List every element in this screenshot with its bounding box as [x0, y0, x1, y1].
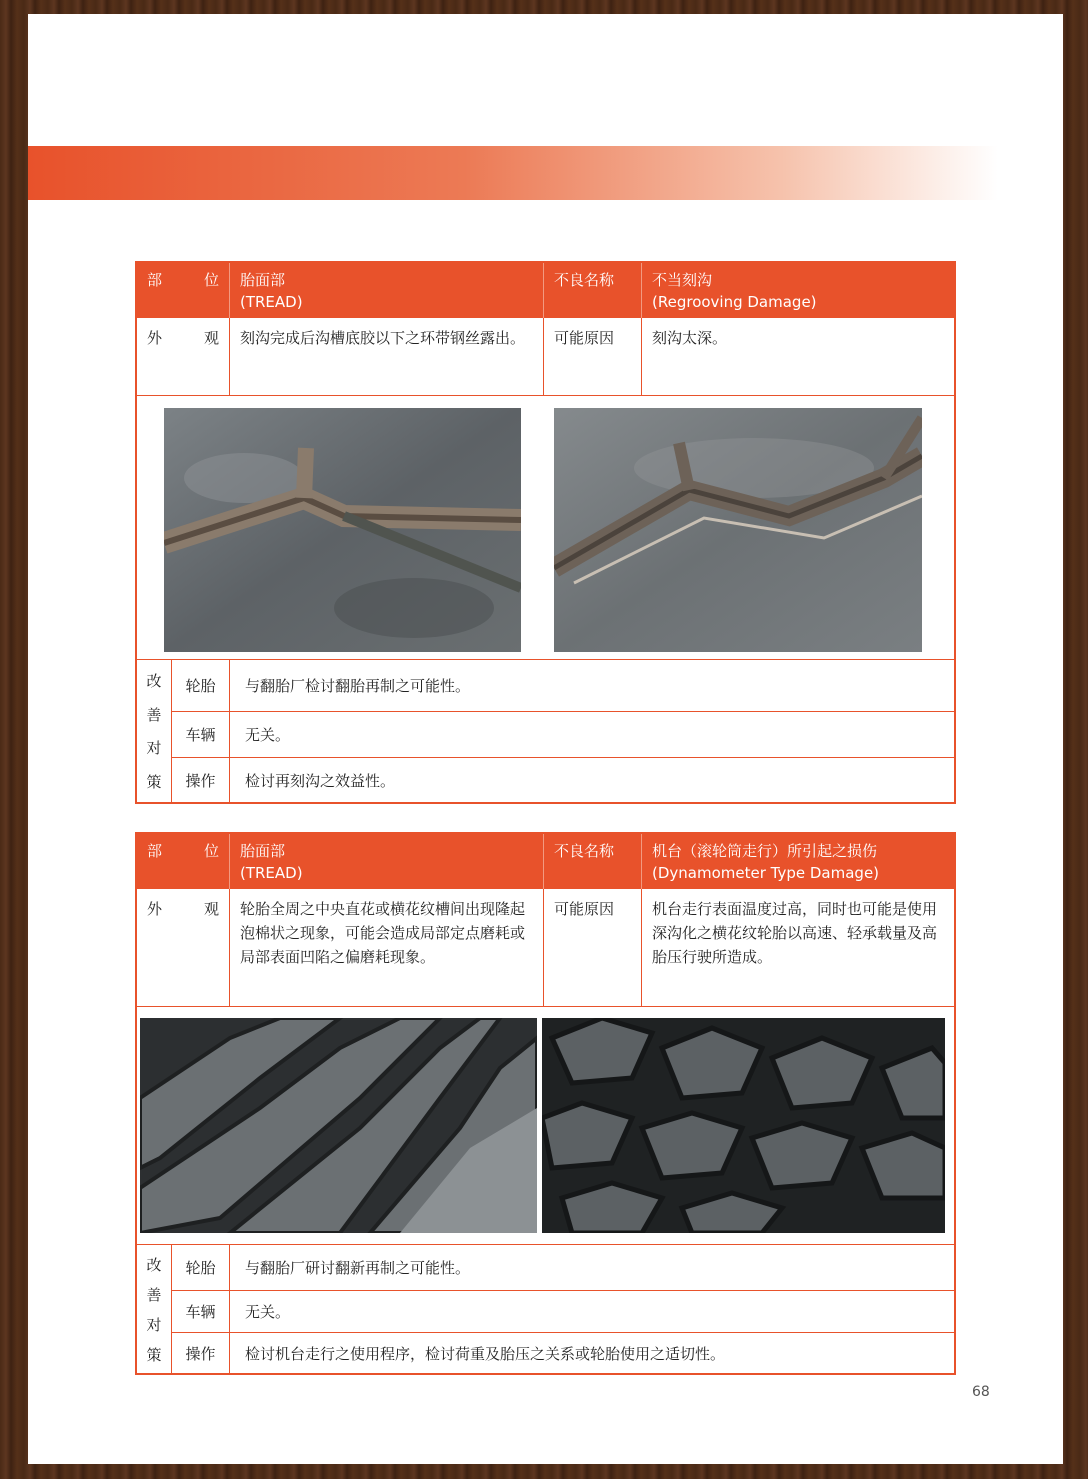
improvement-row-tire [172, 1245, 954, 1291]
tread-photo-left [164, 408, 521, 652]
appearance-label-char-1: 外 [147, 329, 163, 347]
part-name [230, 834, 544, 889]
appearance-label-char-2: 观 [203, 900, 219, 918]
part-name-cn: 胎面部 [240, 842, 286, 860]
part-label-char-2: 位 [203, 842, 219, 860]
tread-photo-left [140, 1018, 537, 1233]
part-name-cn: 胎面部 [240, 271, 286, 289]
appearance-label-char-1: 外 [147, 900, 163, 918]
improvement-key: 操作 [172, 1333, 230, 1373]
part-name-en: (TREAD) [240, 293, 303, 311]
improvement-section [137, 1245, 954, 1373]
defect-name [642, 263, 954, 318]
part-name-en: (TREAD) [240, 864, 303, 882]
defect-name-cn: 不当刻沟 [652, 271, 713, 289]
cause-text: 机台走行表面温度过高，同时也可能是使用深沟化之横花纹轮胎以高速、轻承载量及高胎压行驶所造成。 [652, 900, 938, 966]
defect-name-en: (Regrooving Damage) [652, 293, 817, 311]
improvement-row-vehicle [172, 1291, 954, 1333]
cause-label: 可能原因 [544, 318, 642, 395]
improvement-rows [172, 1245, 954, 1373]
improvement-key: 操作 [172, 758, 230, 802]
part-label-char-1: 部 [147, 842, 163, 860]
defect-name-en: (Dynamometer Type Damage) [652, 864, 880, 882]
improvement-row-operation [172, 1333, 954, 1373]
defect-label: 不良名称 [544, 834, 642, 889]
appearance-text: 刻沟完成后沟槽底胶以下之环带钢丝露出。 [230, 318, 544, 395]
defect-header [137, 834, 954, 889]
photo-strip [137, 1007, 954, 1245]
photo-strip [137, 396, 954, 660]
defect-card-2 [135, 832, 956, 1375]
part-label [137, 834, 230, 889]
improvement-value: 检讨机台走行之使用程序，检讨荷重及胎压之关系或轮胎使用之适切性。 [245, 1344, 726, 1363]
appearance-row [137, 318, 954, 396]
part-label-char-2: 位 [203, 271, 219, 289]
improvement-value: 与翻胎厂检讨翻胎再制之可能性。 [245, 677, 471, 695]
improvement-char: 策 [146, 1345, 162, 1364]
appearance-text: 轮胎全周之中央直花或横花纹槽间出现隆起泡棉状之现象，可能会造成局部定点磨耗或局部表面凹陷之偏磨耗现象。 [230, 889, 544, 1006]
appearance-label-char-2: 观 [203, 329, 219, 347]
improvement-key: 轮胎 [172, 660, 230, 711]
improvement-key: 车辆 [172, 712, 230, 757]
improvement-key: 轮胎 [172, 1245, 230, 1290]
defect-card-1 [135, 261, 956, 804]
improvement-char: 策 [146, 772, 162, 791]
improvement-label [137, 660, 172, 802]
cause-text: 刻沟太深。 [652, 329, 728, 347]
improvement-value: 无关。 [245, 1303, 291, 1321]
improvement-key: 车辆 [172, 1291, 230, 1332]
improvement-rows [172, 660, 954, 802]
improvement-row-tire [172, 660, 954, 712]
part-name [230, 263, 544, 318]
improvement-label [137, 1245, 172, 1373]
defect-name [642, 834, 954, 889]
improvement-char: 对 [146, 1315, 162, 1334]
defect-label: 不良名称 [544, 263, 642, 318]
tread-photo-right [542, 1018, 945, 1233]
improvement-char: 善 [146, 705, 162, 724]
defect-header [137, 263, 954, 318]
defect-name-cn: 机台（滚轮筒走行）所引起之损伤 [652, 842, 878, 860]
improvement-row-operation [172, 758, 954, 802]
improvement-row-vehicle [172, 712, 954, 758]
tread-photo-right [554, 408, 922, 652]
part-label-char-1: 部 [147, 271, 163, 289]
header-banner [28, 146, 998, 200]
appearance-label [137, 889, 230, 1006]
improvement-value: 无关。 [245, 726, 291, 744]
page-number: 68 [972, 1384, 990, 1400]
improvement-value: 与翻胎厂研讨翻新再制之可能性。 [245, 1259, 471, 1277]
catalog-page [28, 14, 1063, 1464]
cause-label: 可能原因 [544, 889, 642, 1006]
part-label [137, 263, 230, 318]
improvement-char: 改 [146, 672, 162, 691]
improvement-char: 改 [146, 1255, 162, 1274]
appearance-label [137, 318, 230, 395]
improvement-section [137, 660, 954, 802]
improvement-value: 检讨再刻沟之效益性。 [245, 771, 396, 790]
improvement-char: 对 [146, 739, 162, 758]
improvement-char: 善 [146, 1285, 162, 1304]
appearance-row [137, 889, 954, 1007]
